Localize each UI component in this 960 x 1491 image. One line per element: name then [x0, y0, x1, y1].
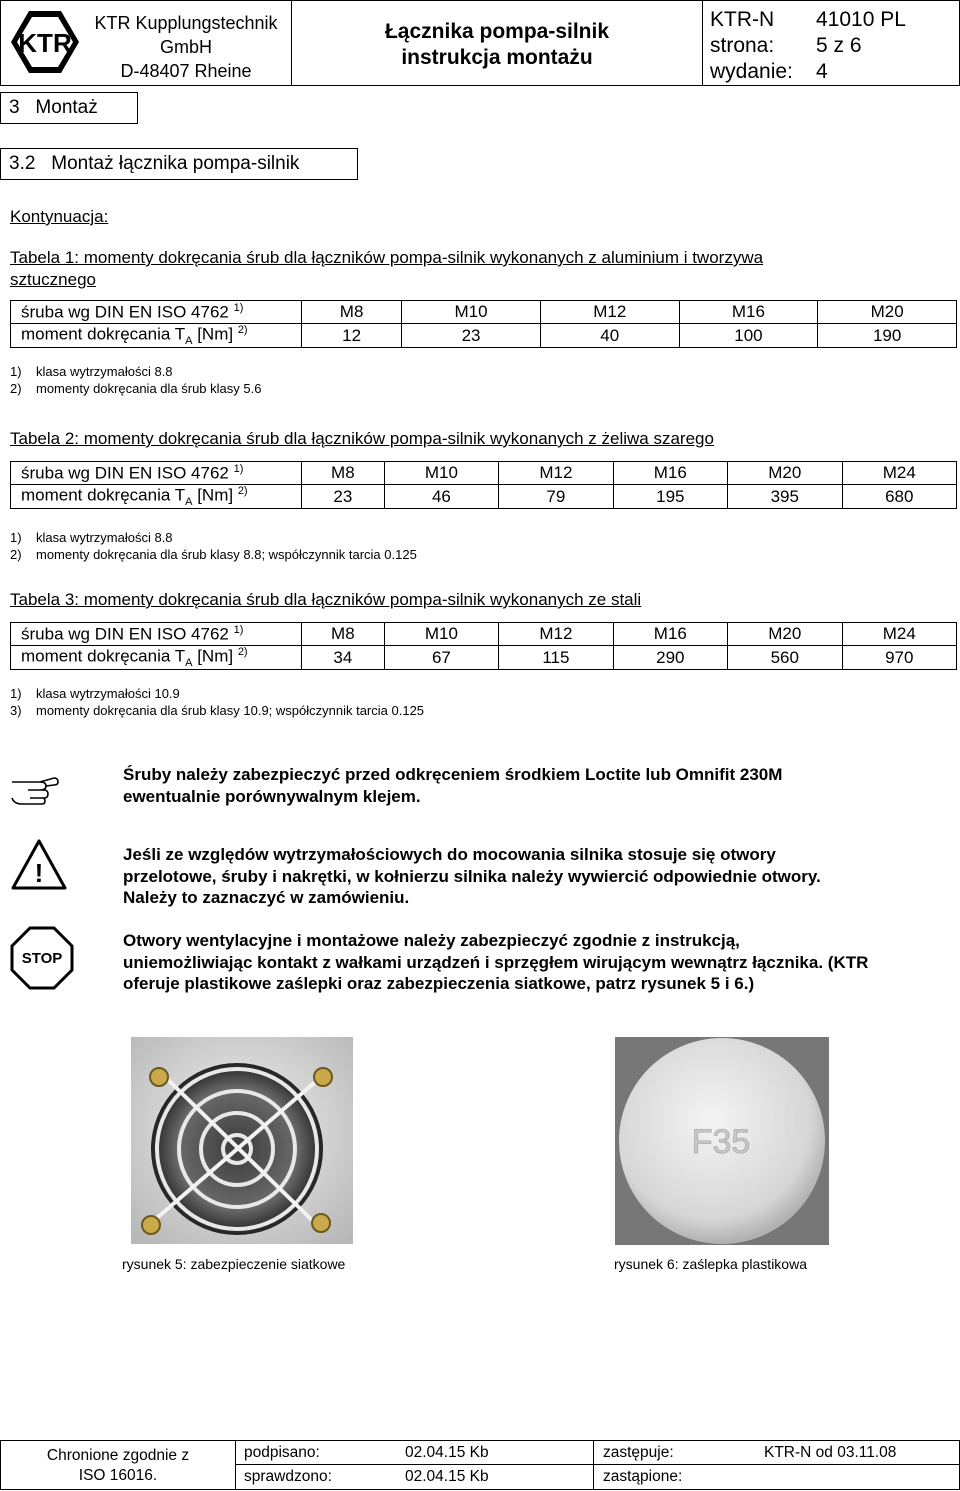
continuation-label: Kontynuacja: — [10, 207, 109, 226]
table2-size-cell: M10 — [384, 462, 498, 485]
table-row — [11, 623, 957, 646]
through-holes-warning: Jeśli ze względów wytrzymałościowych do mocowania silnika stosuje się otwory przelotowe, śruby i nakrętki, w kołnierzu silnika należy wywiercić odpowiednie otwory. Należy to zaznaczyć w zamówieniu. — [123, 845, 821, 907]
company-address: KTR Kupplungstechnik GmbH D-48407 Rheine — [94, 13, 278, 81]
table1-row2-label: moment dokręcania $T_A$ [Nm] $^{2)}$ — [11, 324, 302, 348]
table3-torque — [10, 622, 957, 670]
table1-size-cell: M8 — [302, 301, 402, 324]
table1-torque-cell: 100 — [679, 324, 818, 348]
stop-sign-icon — [10, 926, 74, 990]
table-row — [11, 324, 957, 348]
table3-size-cell: M24 — [842, 623, 956, 646]
table2-torque-cell: 79 — [499, 485, 613, 509]
pointing-hand-icon — [10, 772, 60, 808]
table1-caption: Tabela 1: momenty dokręcania śrub dla łączników pompa-silnik wykonanych z aluminium i tworzywa sztucznego — [10, 248, 764, 289]
table-row — [11, 462, 957, 485]
table2-size-cell: M12 — [499, 462, 613, 485]
table1-torque-cell: 23 — [402, 324, 541, 348]
page-number: strona: 5 z 6 — [710, 34, 862, 57]
document-header — [0, 0, 960, 86]
table1-torque — [10, 300, 957, 348]
table3-size-cell: M20 — [728, 623, 842, 646]
table2-note: 2) momenty dokręcania dla śrub klasy 8.8; współczynnik tarcia 0.125 — [10, 547, 417, 562]
table3-size-cell: M16 — [613, 623, 727, 646]
loctite-notice: Śruby należy zabezpieczyć przed odkręceniem środkiem Loctite lub Omnifit 230M ewentualnie porównywalnym klejem. — [123, 765, 783, 806]
fan-guard-photo — [131, 1037, 353, 1244]
table3-note: 3) momenty dokręcania dla śrub klasy 10.9; współczynnik tarcia 0.125 — [10, 703, 425, 718]
subsection-heading: 3.2 Montaż łącznika pompa-silnik — [0, 148, 358, 180]
table2-caption: Tabela 2: momenty dokręcania śrub dla łączników pompa-silnik wykonanych z żeliwa szarego — [10, 429, 714, 448]
table1-size-cell: M12 — [540, 301, 679, 324]
table3-torque-cell: 34 — [302, 646, 385, 670]
table3-torque-cell: 970 — [842, 646, 956, 670]
header-title-cell — [292, 1, 703, 85]
edition-number: wydanie: 4 — [710, 60, 828, 83]
svg-text:!: ! — [34, 858, 44, 888]
table2-row1-label: śruba wg DIN EN ISO 4762 $^{1)}$ — [11, 462, 302, 485]
table3-torque-cell: 560 — [728, 646, 842, 670]
table3-size-cell: M10 — [384, 623, 498, 646]
footer-divider — [236, 1464, 959, 1465]
table2-size-cell: M8 — [302, 462, 385, 485]
table2-torque-cell: 195 — [613, 485, 727, 509]
table1-size-cell: M20 — [818, 301, 957, 324]
table3-note: 1) klasa wytrzymałości 10.9 — [10, 686, 180, 701]
table1-size-cell: M16 — [679, 301, 818, 324]
cap-marking: F35 — [691, 1123, 751, 1161]
table3-torque-cell: 67 — [384, 646, 498, 670]
stop-sign-label: STOP — [21, 950, 63, 967]
plastic-cap-photo — [615, 1037, 829, 1245]
document-footer — [0, 1440, 960, 1490]
replaces-label: zastępuje: — [603, 1444, 674, 1461]
table3-caption: Tabela 3: momenty dokręcania śrub dla łączników pompa-silnik wykonanych ze stali — [10, 590, 642, 609]
table2-note: 1) klasa wytrzymałości 8.8 — [10, 530, 173, 545]
table3-row2-label: moment dokręcania $T_A$ [Nm] $^{2)}$ — [11, 646, 302, 670]
table2-torque-cell: 23 — [302, 485, 385, 509]
table1-note: 1) klasa wytrzymałości 8.8 — [10, 364, 173, 379]
table-row — [11, 301, 957, 324]
section-heading: 3 Montaż — [0, 92, 138, 124]
table1-note: 2) momenty dokręcania dla śrub klasy 5.6 — [10, 381, 262, 396]
table3-row1-label: śruba wg DIN EN ISO 4762 $^{1)}$ — [11, 623, 302, 646]
table2-size-cell: M16 — [613, 462, 727, 485]
table2-size-cell: M20 — [728, 462, 842, 485]
table1-row1-label: śruba wg DIN EN ISO 4762 $^{1)}$ — [11, 301, 302, 324]
table1-size-cell: M10 — [402, 301, 541, 324]
warning-triangle-icon — [10, 838, 68, 892]
table3-size-cell: M8 — [302, 623, 385, 646]
footer-protection-cell: Chronione zgodnie z ISO 16016. — [1, 1441, 236, 1489]
ktr-logo-icon — [9, 9, 81, 75]
ventilation-notice: Otwory wentylacyjne i montażowe należy zabezpieczyć zgodnie z instrukcją, uniemożliwiając kontakt z wałkami urządzeń i sprzęgłem wirującym wewnątrz łącznika. (KTR oferuje plastikowe zaślepki oraz zabezpieczenia siatkowe, patrz rysunek 5 i 6.) — [123, 931, 869, 993]
figure5-caption: rysunek 5: zabezpieczenie siatkowe — [122, 1256, 346, 1272]
replaces-value: KTR-N od 03.11.08 — [764, 1444, 897, 1461]
table3-torque-cell: 115 — [499, 646, 613, 670]
document-title: Łącznika pompa-silnik instrukcja montażu — [384, 20, 610, 69]
table2-row2-label: moment dokręcania $T_A$ [Nm] $^{2)}$ — [11, 485, 302, 509]
checked-label: sprawdzono: — [244, 1468, 332, 1485]
table3-torque-cell: 290 — [613, 646, 727, 670]
header-company-cell — [1, 1, 292, 85]
checked-value: 02.04.15 Kb — [405, 1468, 489, 1485]
footer-divider — [593, 1441, 594, 1489]
signed-label: podpisano: — [244, 1444, 320, 1461]
figure6-caption: rysunek 6: zaślepka plastikowa — [614, 1256, 807, 1272]
table2-torque-cell: 680 — [842, 485, 956, 509]
table-row — [11, 485, 957, 509]
table2-torque-cell: 395 — [728, 485, 842, 509]
replaced-label: zastąpione: — [603, 1468, 683, 1485]
table3-size-cell: M12 — [499, 623, 613, 646]
signed-value: 02.04.15 Kb — [405, 1444, 489, 1461]
table1-torque-cell: 40 — [540, 324, 679, 348]
table1-torque-cell: 12 — [302, 324, 402, 348]
table2-size-cell: M24 — [842, 462, 956, 485]
table-row — [11, 646, 957, 670]
table2-torque-cell: 46 — [384, 485, 498, 509]
doc-number: KTR-N 41010 PL — [710, 8, 906, 31]
ktr-logo-text: KTR — [18, 28, 72, 58]
table1-torque-cell: 190 — [818, 324, 957, 348]
table2-torque — [10, 461, 957, 509]
